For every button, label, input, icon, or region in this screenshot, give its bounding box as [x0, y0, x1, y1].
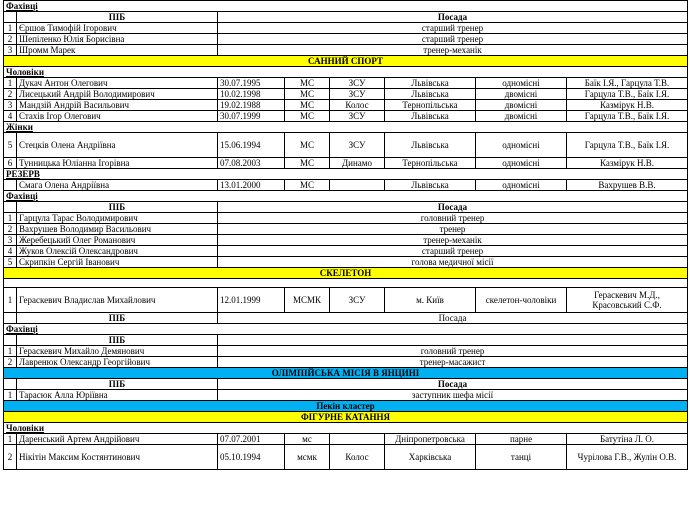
birth-date: 12.01.1999: [218, 288, 285, 313]
organization: [330, 180, 385, 191]
staff-header-row: [4, 335, 688, 346]
row-number: 2: [4, 357, 17, 368]
row-number: 3: [4, 235, 17, 246]
sport-rank: МС: [285, 180, 330, 191]
num-header: [4, 379, 17, 390]
staff-row: [4, 357, 688, 368]
row-number: 4: [4, 111, 17, 122]
birth-date: 07.08.2003: [218, 158, 285, 169]
section-label-row: [4, 67, 688, 78]
row-number: 2: [4, 224, 17, 235]
staff-row: [4, 346, 688, 357]
section-label-row: [4, 122, 688, 133]
posada-header: [218, 335, 688, 346]
birth-date: 15.06.1994: [218, 133, 285, 158]
row-number: 4: [4, 246, 17, 257]
row-number: 2: [4, 34, 17, 45]
posada-header: Посада: [218, 12, 688, 23]
discipline: одномісні: [476, 158, 567, 169]
coach: Гарцула Т.В., Баїк І.Я.: [567, 111, 688, 122]
section-banner: ФІГУРНЕ КАТАННЯ: [4, 412, 688, 423]
num-header: [4, 12, 17, 23]
section-label: Фахівці: [4, 1, 688, 12]
staff-row: [4, 213, 688, 224]
posada-header: Посада: [218, 313, 688, 324]
row-number: 1: [4, 346, 17, 357]
position: тренер: [218, 224, 688, 235]
birth-date: 10.02.1998: [218, 89, 285, 100]
row-number: [4, 180, 17, 191]
discipline: одномісні: [476, 133, 567, 158]
person-name: Жуков Олексій Олександрович: [17, 246, 218, 257]
region: Львівська: [385, 78, 476, 89]
organization: ЗСУ: [330, 89, 385, 100]
athlete-name: Лисецький Андрій Володимирович: [17, 89, 218, 100]
sport-rank: МС: [285, 89, 330, 100]
organization: ЗСУ: [330, 111, 385, 122]
pib-header: ПІБ: [17, 379, 218, 390]
person-name: Скрипкін Сергій Іванович: [17, 257, 218, 268]
coach: Чурілова Г.В., Жулін О.В.: [567, 445, 688, 470]
staff-row: [4, 246, 688, 257]
athlete-row: [4, 180, 688, 191]
sport-rank: МС: [285, 158, 330, 169]
staff-row: [4, 34, 688, 45]
birth-date: 05.10.1994: [218, 445, 285, 470]
row-number: 1: [4, 23, 17, 34]
birth-date: 30.07.1995: [218, 78, 285, 89]
section-banner-row: [4, 268, 688, 279]
region: Тернопільська: [385, 158, 476, 169]
organization: ЗСУ: [330, 133, 385, 158]
region: Львівська: [385, 133, 476, 158]
position: заступник шефа місії: [218, 390, 688, 401]
athlete-name: Стецків Олена Андріївна: [17, 133, 218, 158]
staff-header-row: [4, 313, 688, 324]
row-number: 6: [4, 158, 17, 169]
pib-header: ПІБ: [17, 335, 218, 346]
section-banner-row: [4, 401, 688, 412]
athlete-name: Даренський Артем Андрійович: [17, 434, 218, 445]
blank-cell: [4, 279, 688, 288]
person-name: Єршов Тимофій Ігорович: [17, 23, 218, 34]
num-header: [4, 202, 17, 213]
position: тренер-механік: [218, 235, 688, 246]
staff-header-row: [4, 12, 688, 23]
athlete-row: [4, 89, 688, 100]
pib-header: ПІБ: [17, 12, 218, 23]
person-name: Гераскевич Михайло Демянович: [17, 346, 218, 357]
sport-rank: МС: [285, 111, 330, 122]
staff-row: [4, 390, 688, 401]
birth-date: 30.07.1999: [218, 111, 285, 122]
athlete-row: [4, 100, 688, 111]
staff-row: [4, 23, 688, 34]
position: головний тренер: [218, 346, 688, 357]
athlete-row: [4, 288, 688, 313]
section-banner-row: [4, 368, 688, 379]
person-name: Шромм Марек: [17, 45, 218, 56]
discipline: танці: [476, 445, 567, 470]
organization: [330, 434, 385, 445]
row-number: 5: [4, 257, 17, 268]
sport-rank: мсмк: [285, 445, 330, 470]
row-number: 2: [4, 445, 17, 470]
coach: Казмірук Н.В.: [567, 100, 688, 111]
section-banner-row: [4, 412, 688, 423]
athlete-row: [4, 133, 688, 158]
athlete-name: Смага Олена Андріївна: [17, 180, 218, 191]
organization: Колос: [330, 445, 385, 470]
coach: Казмірук Н.В.: [567, 158, 688, 169]
section-label: Жінки: [4, 122, 688, 133]
row-number: 1: [4, 213, 17, 224]
region: Тернопільська: [385, 100, 476, 111]
section-label-row: [4, 191, 688, 202]
athlete-row: [4, 434, 688, 445]
discipline: двомісні: [476, 100, 567, 111]
position: тренер-механік: [218, 45, 688, 56]
section-label: Чоловіки: [4, 423, 688, 434]
discipline: одномісні: [476, 78, 567, 89]
staff-row: [4, 45, 688, 56]
person-name: Вахрушев Володимир Васильович: [17, 224, 218, 235]
birth-date: 13.01.2000: [218, 180, 285, 191]
athlete-row: [4, 158, 688, 169]
sport-rank: МСМК: [285, 288, 330, 313]
coach: Гарцула Т.В., Баїк І.Я.: [567, 133, 688, 158]
sport-rank: МС: [285, 100, 330, 111]
organization: Динамо: [330, 158, 385, 169]
region: м. Київ: [385, 288, 476, 313]
coach: Гераскевич М.Д., Красовський С.Ф.: [567, 288, 688, 313]
athlete-name: Дукач Антон Олегович: [17, 78, 218, 89]
row-number: 1: [4, 434, 17, 445]
staff-header-row: [4, 202, 688, 213]
position: тренер-масажист: [218, 357, 688, 368]
blank-row: [4, 279, 688, 288]
section-banner: Пекін кластер: [4, 401, 688, 412]
team-roster-table: [3, 0, 688, 470]
athlete-row: [4, 111, 688, 122]
posada-header: Посада: [218, 202, 688, 213]
organization: Колос: [330, 100, 385, 111]
position: голова медичної місії: [218, 257, 688, 268]
organization: ЗСУ: [330, 288, 385, 313]
posada-header: Посада: [218, 379, 688, 390]
row-number: 1: [4, 288, 17, 313]
region: Львівська: [385, 89, 476, 100]
pib-header: ПІБ: [17, 202, 218, 213]
position: головний тренер: [218, 213, 688, 224]
section-label: Фахівці: [4, 324, 688, 335]
organization: ЗСУ: [330, 78, 385, 89]
section-banner: САННИЙ СПОРТ: [4, 56, 688, 67]
discipline: одномісні: [476, 180, 567, 191]
discipline: двомісні: [476, 89, 567, 100]
region: Львівська: [385, 180, 476, 191]
athlete-name: Тунницька Юліанна Ігорівна: [17, 158, 218, 169]
staff-row: [4, 257, 688, 268]
athlete-name: Нікітін Максим Костянтинович: [17, 445, 218, 470]
row-number: 1: [4, 78, 17, 89]
section-banner: СКЕЛЕТОН: [4, 268, 688, 279]
person-name: Шепіленко Юлія Борисівна: [17, 34, 218, 45]
person-name: Жеребецький Олег Романович: [17, 235, 218, 246]
row-number: 3: [4, 100, 17, 111]
section-label-row: [4, 423, 688, 434]
position: старший тренер: [218, 246, 688, 257]
person-name: Лавренюк Олександр Георгійович: [17, 357, 218, 368]
athlete-name: Гераскевич Владислав Михайлович: [17, 288, 218, 313]
person-name: Гарцула Тарас Володимирович: [17, 213, 218, 224]
person-name: Тарасюк Алла Юріївна: [17, 390, 218, 401]
birth-date: 07.07.2001: [218, 434, 285, 445]
coach: Гарцула Т.В., Баїк І.Я.: [567, 89, 688, 100]
section-banner: ОЛІМПІЙСЬКА МІСІЯ В ЯНЦИНІ: [4, 368, 688, 379]
discipline: парне: [476, 434, 567, 445]
sport-rank: мс: [285, 434, 330, 445]
num-header: [4, 313, 17, 324]
sport-rank: МС: [285, 78, 330, 89]
region: Дніпропетровська: [385, 434, 476, 445]
section-label-row: [4, 1, 688, 12]
staff-row: [4, 224, 688, 235]
section-label: РЕЗЕРВ: [4, 169, 688, 180]
sport-rank: МС: [285, 133, 330, 158]
position: старший тренер: [218, 34, 688, 45]
section-label-row: [4, 169, 688, 180]
coach: Вахрушев В.В.: [567, 180, 688, 191]
birth-date: 19.02.1988: [218, 100, 285, 111]
region: Львівська: [385, 111, 476, 122]
coach: Батутіна Л. О.: [567, 434, 688, 445]
pib-header: ПІБ: [17, 313, 218, 324]
athlete-name: Мандзій Андрій Васильович: [17, 100, 218, 111]
region: Харківська: [385, 445, 476, 470]
section-label: Фахівці: [4, 191, 688, 202]
section-banner-row: [4, 56, 688, 67]
section-label-row: [4, 324, 688, 335]
discipline: скелетон-чоловіки: [476, 288, 567, 313]
discipline: двомісні: [476, 111, 567, 122]
row-number: 2: [4, 89, 17, 100]
row-number: 1: [4, 390, 17, 401]
num-header: [4, 335, 17, 346]
staff-row: [4, 235, 688, 246]
coach: Баїк І.Я., Гарцула Т.В.: [567, 78, 688, 89]
section-label: Чоловіки: [4, 67, 688, 78]
row-number: 3: [4, 45, 17, 56]
position: старший тренер: [218, 23, 688, 34]
athlete-name: Стахів Ігор Олегович: [17, 111, 218, 122]
staff-header-row: [4, 379, 688, 390]
athlete-row: [4, 445, 688, 470]
athlete-row: [4, 78, 688, 89]
row-number: 5: [4, 133, 17, 158]
